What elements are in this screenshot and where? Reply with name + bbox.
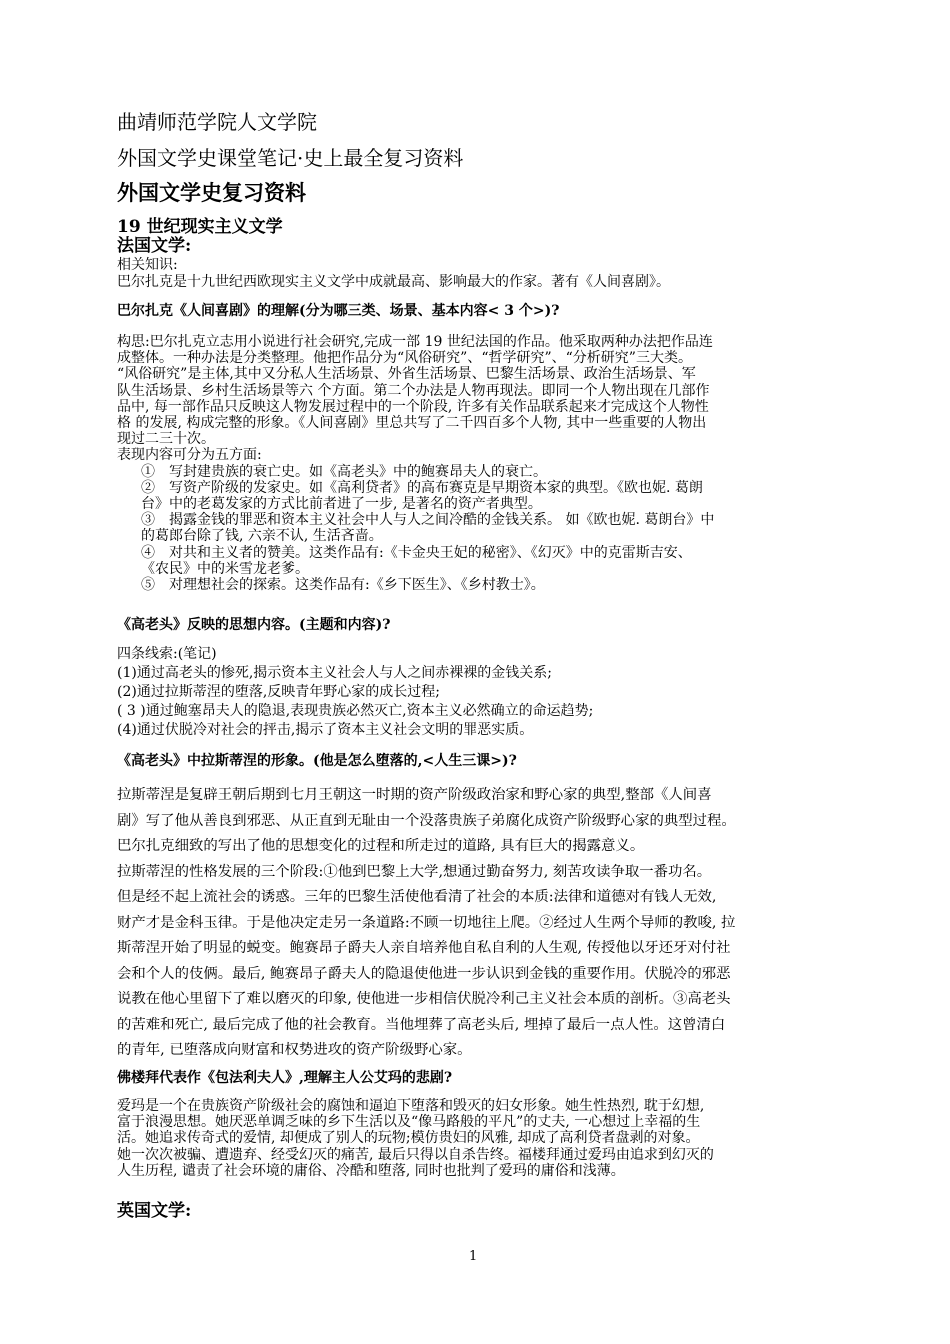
document-title: 外国文学史复习资料 <box>117 180 306 205</box>
question-title: 巴尔扎克《人间喜剧》的理解(分为哪三类、场景、基本内容< 3 个>)? <box>117 303 560 319</box>
body-line: 拉斯蒂涅的性格发展的三个阶段:①他到巴黎上大学,想通过勤奋努力, 刻苦攻读争取一番功名。 <box>117 863 712 880</box>
body-line: 的苦难和死亡, 最后完成了他的社会教育。当他埋葬了高老头后, 埋掉了最后一点人性。这曾清白 <box>117 1016 726 1033</box>
list-item: ④ 对共和主义者的赞美。这类作品有:《卡金央王妃的秘密》、《幻灭》中的克雷斯吉安、 <box>141 544 692 561</box>
body-line: 巴尔扎克细致的写出了他的思想变化的过程和所走过的道路, 具有巨大的揭露意义。 <box>117 838 645 854</box>
section-subheading: 法国文学: <box>117 236 192 256</box>
body-line: (1)通过高老头的惨死,揭示资本主义社会人与人之间赤裸裸的金钱关系; <box>117 665 552 681</box>
body-line: 的青年, 已堕落成向财富和权势进攻的资产阶级野心家。 <box>117 1042 472 1058</box>
body-line: 构思:巴尔扎克立志用小说进行社会研究,完成一部 19 世纪法国的作品。他采取两种办法把作品连 <box>117 334 713 350</box>
body-line: ( 3 )通过鲍塞昂夫人的隐退,表现贵族必然灭亡,资本主义必然确立的命运趋势; <box>117 703 594 719</box>
list-item: 台》中的老葛发家的方式比前者进了一步, 是著名的资产者典型。 <box>141 496 542 513</box>
related-text: 巴尔扎克是十九世纪西欧现实主义文学中成就最高、影响最大的作家。著有《人间喜剧》。 <box>117 274 670 290</box>
body-line: 爱玛是一个在贵族资产阶级社会的腐蚀和逼迫下堕落和毁灭的妇女形象。她生性热烈, 耽于幻想, <box>117 1098 705 1114</box>
list-item: ⑤ 对理想社会的探索。这类作品有:《乡下医生》、《乡村教士》。 <box>141 577 545 594</box>
body-line: 财产才是金科玉律。于是他决定走另一条道路:不顾一切地往上爬。②经过人生两个导师的教唆, 拉 <box>117 914 736 931</box>
body-line: 斯蒂涅开始了明显的蜕变。鲍赛昂子爵夫人亲自培养他自私自利的人生观, 传授他以牙还牙对付社 <box>117 940 731 956</box>
list-item: ② 写资产阶级的发家史。如《高利贷者》的高布赛克是早期资本家的典型。《欧也妮. 葛朗 <box>141 479 703 496</box>
body-line: 队生活场景、乡村生活场景等六 个方面。第二个办法是人物再现法。即同一个人物出现在几部作 <box>117 382 710 399</box>
list-item: 的葛郎台除了钱, 六亲不认, 生活吝啬。 <box>141 528 383 545</box>
related-label: 相关知识: <box>117 257 178 273</box>
body-line: 格 的发展, 构成完整的形象。《人间喜剧》里总共写了二千四百多个人物, 其中一些重要的人物出 <box>117 415 707 432</box>
question-title: 佛楼拜代表作《包法利夫人》,理解主人公艾玛的悲剧? <box>117 1070 453 1086</box>
body-line: 剧》写了他从善良到邪恶、从正直到无耻由一个没落贵族子弟腐化成资产阶级野心家的典型过程。 <box>117 812 736 829</box>
page-number: 1 <box>469 1249 478 1264</box>
list-item: ③ 揭露金钱的罪恶和资本主义社会中人与人之间冷酷的金钱关系。 如《欧也妮. 葛朗台》中 <box>141 512 715 529</box>
body-line: 但是经不起上流社会的诱惑。三年的巴黎生活使他看清了社会的本质:法律和道德对有钱人无效, <box>117 889 717 905</box>
question-title: 《高老头》反映的思想内容。(主题和内容)? <box>117 617 391 633</box>
body-line: 表现内容可分为五方面: <box>117 447 262 464</box>
question-body <box>117 645 839 740</box>
body-line: 富于浪漫思想。她厌恶单调乏味的乡下生活以及“像马路般的平凡”的丈夫, 一心想过上幸福的生 <box>117 1114 701 1131</box>
question-body <box>117 1098 839 1179</box>
question-body <box>117 783 839 1064</box>
body-line: 人生历程, 谴责了社会环境的庸俗、冷酷和堕落, 同时也批判了爱玛的庸俗和浅薄。 <box>117 1162 625 1179</box>
body-line: “风俗研究”是主体,其中又分私人生活场景、外省生活场景、巴黎生活场景、政治生活场景、军 <box>117 366 696 383</box>
body-line: (4)通过伏脱冷对社会的抨击,揭示了资本主义社会文明的罪恶实质。 <box>117 722 534 738</box>
question-title: 《高老头》中拉斯蒂涅的形象。(他是怎么堕落的,<人生三课>)? <box>117 753 517 769</box>
body-line: 会和个人的伎俩。最后, 鲍赛昂子爵夫人的隐退使他进一步认识到金钱的重要作用。伏脱冷的邪恶 <box>117 965 731 982</box>
section-heading: 英国文学: <box>117 1201 192 1221</box>
body-line: 她一次次被骗、遭遗弃、经受幻灭的痛苦, 最后只得以自杀告终。福楼拜通过爱玛由追求到幻灭的 <box>117 1146 714 1163</box>
school-name: 曲靖师范学院人文学院 <box>117 110 317 134</box>
section-heading: 19 世纪现实主义文学 <box>117 217 283 237</box>
question-body <box>117 334 839 593</box>
body-line: 说教在他心里留下了难以磨灭的印象, 使他进一步相信伏脱冷利己主义社会本质的剖析。③高老头 <box>117 991 731 1007</box>
body-line: 现过二三十次。 <box>117 431 215 448</box>
document-subtitle: 外国文学史课堂笔记·史上最全复习资料 <box>117 146 464 170</box>
list-item: 《农民》中的米雪龙老爹。 <box>141 560 309 577</box>
body-line: 成整体。一种办法是分类整理。他把作品分为“风俗研究”、“哲学研究”、“分析研究”三大类。 <box>117 350 692 367</box>
body-line: 四条线索:(笔记) <box>117 646 217 662</box>
body-line: 活。她追求传奇式的爱情, 却便成了别人的玩物;模仿贵妇的风雅, 却成了高利贷者盘剥的对象。 <box>117 1130 700 1147</box>
list-item: ① 写封建贵族的衰亡史。如《高老头》中的鲍赛昂夫人的衰亡。 <box>141 463 547 480</box>
body-line: 拉斯蒂涅是复辟王朝后期到七月王朝这一时期的资产阶级政治家和野心家的典型,整部《人间喜 <box>117 787 712 803</box>
body-line: (2)通过拉斯蒂涅的堕落,反映青年野心家的成长过程; <box>117 684 440 700</box>
body-line: 品中, 每一部作品只反映这人物发展过程中的一个阶段, 许多有关作品联系起来才完成这个人物性 <box>117 398 709 415</box>
